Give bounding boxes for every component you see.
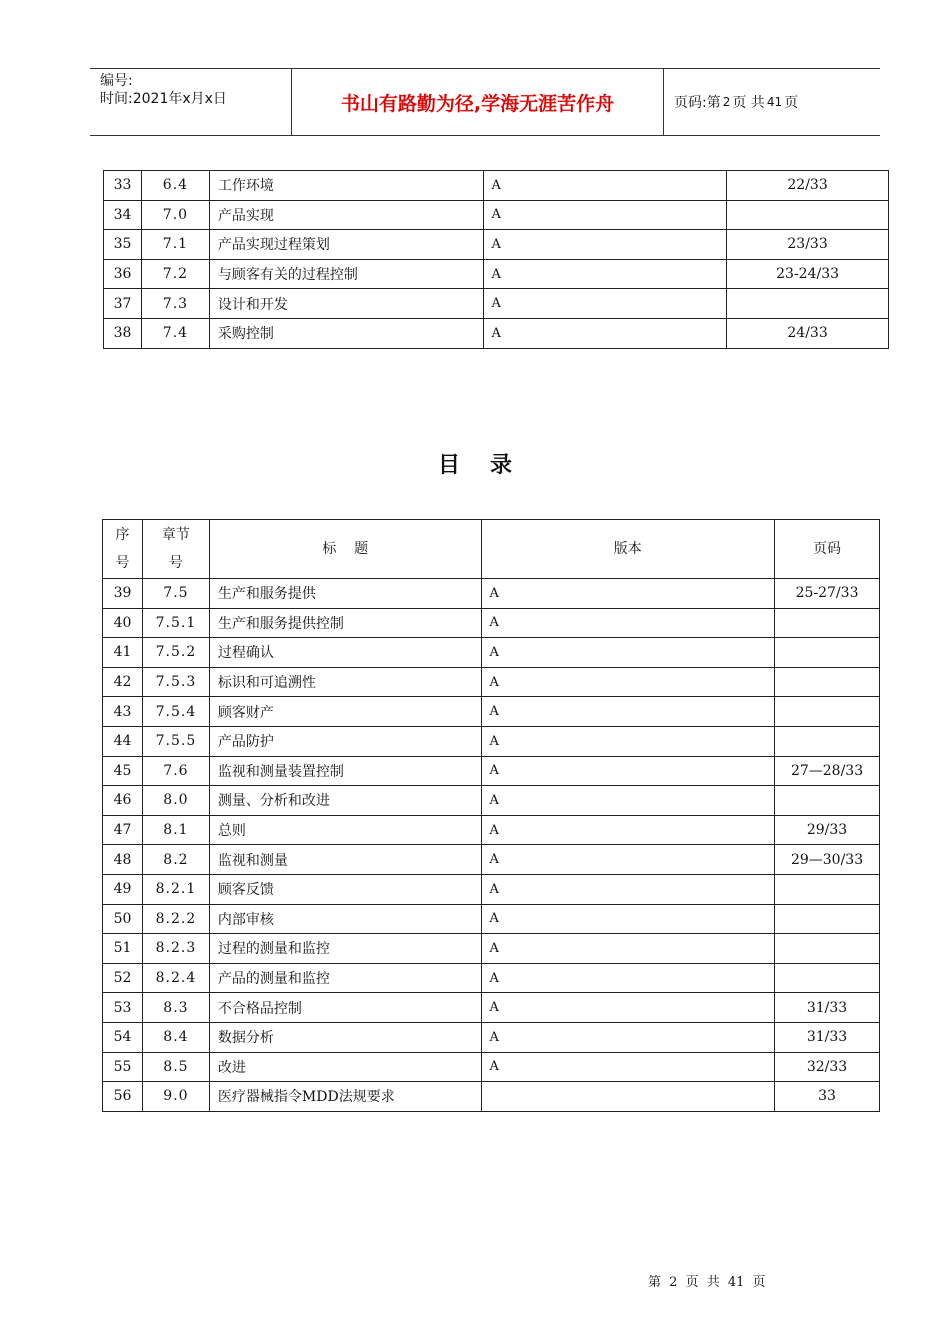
- cell-version: A: [483, 318, 727, 348]
- cell-section: 8.5: [142, 1052, 209, 1082]
- cell-section: 8.4: [142, 1022, 209, 1052]
- cell-seq: 47: [103, 815, 143, 845]
- table-row: [103, 579, 880, 609]
- toc-title: 目录: [437, 453, 542, 478]
- cell-page: [775, 963, 880, 993]
- cell-section: 7.5.1: [142, 608, 209, 638]
- cell-title: 设计和开发: [209, 289, 483, 319]
- cell-page: 29—30/33: [775, 845, 880, 875]
- code-label: 编号:: [100, 73, 133, 89]
- cell-title: 标识和可追溯性: [209, 667, 481, 697]
- cell-section: 7.5.2: [142, 638, 209, 668]
- table-row: [103, 786, 880, 816]
- header-seq-line2: 号: [115, 555, 130, 571]
- cell-section: 7.5.5: [142, 726, 209, 756]
- cell-title: 不合格品控制: [209, 993, 481, 1023]
- header-section-line1: 章节: [161, 527, 190, 543]
- toc-table-continued-body: [104, 171, 889, 349]
- table-row: [103, 726, 880, 756]
- cell-version: A: [483, 289, 727, 319]
- cell-seq: 44: [103, 726, 143, 756]
- table-row: [104, 200, 889, 230]
- cell-page: 32/33: [775, 1052, 880, 1082]
- cell-version: A: [483, 200, 727, 230]
- cell-seq: 45: [103, 756, 143, 786]
- cell-title: 产品的测量和监控: [209, 963, 481, 993]
- cell-version: A: [481, 815, 775, 845]
- cell-page: [775, 904, 880, 934]
- cell-version: A: [481, 697, 775, 727]
- cell-section: 7.0: [141, 200, 209, 230]
- cell-section: 8.2.4: [142, 963, 209, 993]
- cell-version: A: [481, 874, 775, 904]
- cell-title: 与顾客有关的过程控制: [209, 259, 483, 289]
- table-row: [103, 934, 880, 964]
- cell-page: [775, 786, 880, 816]
- cell-seq: 49: [103, 874, 143, 904]
- cell-title: 产品防护: [209, 726, 481, 756]
- cell-seq: 54: [103, 1022, 143, 1052]
- cell-title: 总则: [209, 815, 481, 845]
- cell-seq: 42: [103, 667, 143, 697]
- cell-title: 产品实现过程策划: [209, 230, 483, 260]
- header-page: 页码: [775, 520, 880, 579]
- table-row: [103, 1082, 880, 1112]
- cell-version: A: [481, 638, 775, 668]
- cell-version: A: [481, 1052, 775, 1082]
- cell-seq: 53: [103, 993, 143, 1023]
- cell-title: 改进: [209, 1052, 481, 1082]
- cell-title: 过程确认: [209, 638, 481, 668]
- cell-page: [727, 200, 889, 230]
- cell-page: 27—28/33: [775, 756, 880, 786]
- cell-seq: 41: [103, 638, 143, 668]
- table-row: [103, 963, 880, 993]
- cell-seq: 37: [104, 289, 142, 319]
- cell-section: 8.2.2: [142, 904, 209, 934]
- table-row: [103, 1022, 880, 1052]
- cell-seq: 34: [104, 200, 142, 230]
- cell-page: [775, 697, 880, 727]
- cell-section: 9.0: [142, 1082, 209, 1112]
- cell-seq: 36: [104, 259, 142, 289]
- header-page-prefix: 页码:第: [674, 95, 721, 111]
- table-row: [103, 993, 880, 1023]
- cell-seq: 56: [103, 1082, 143, 1112]
- document-header: [90, 68, 880, 136]
- cell-section: 8.2.3: [142, 934, 209, 964]
- cell-page: 29/33: [775, 815, 880, 845]
- header-seq-line1: 序: [115, 527, 130, 543]
- header-section: [142, 520, 209, 579]
- header-page-suffix: 页: [784, 95, 799, 111]
- header-page-mid: 页 共: [732, 95, 765, 111]
- cell-version: A: [481, 608, 775, 638]
- cell-seq: 43: [103, 697, 143, 727]
- cell-title: 采购控制: [209, 318, 483, 348]
- cell-title: 生产和服务提供: [209, 579, 481, 609]
- cell-section: 8.0: [142, 786, 209, 816]
- cell-section: 7.3: [141, 289, 209, 319]
- table-row: [103, 697, 880, 727]
- cell-version: A: [481, 786, 775, 816]
- table-row: [104, 289, 889, 319]
- cell-page: [775, 667, 880, 697]
- table-row: [103, 667, 880, 697]
- cell-title: 医疗器械指令MDD法规要求: [209, 1082, 481, 1112]
- cell-section: 7.5.4: [142, 697, 209, 727]
- cell-page: [775, 638, 880, 668]
- header-section-line2: 号: [168, 555, 183, 571]
- cell-seq: 38: [104, 318, 142, 348]
- cell-section: 8.2: [142, 845, 209, 875]
- footer-prefix: 第: [648, 1275, 662, 1290]
- toc-table-continued: [103, 170, 889, 349]
- cell-page: [775, 726, 880, 756]
- cell-version: A: [483, 171, 727, 201]
- table-row: [103, 1052, 880, 1082]
- toc-table-body: [103, 579, 880, 1112]
- cell-version: A: [481, 667, 775, 697]
- footer-mid: 页 共: [685, 1275, 720, 1290]
- cell-page: 23/33: [727, 230, 889, 260]
- cell-section: 7.4: [141, 318, 209, 348]
- cell-section: 7.1: [141, 230, 209, 260]
- header-title: 标 题: [209, 520, 481, 579]
- cell-section: 7.5: [142, 579, 209, 609]
- table-row: [104, 318, 889, 348]
- table-row: [103, 845, 880, 875]
- header-version: 版本: [481, 520, 775, 579]
- cell-seq: 50: [103, 904, 143, 934]
- cell-title: 顾客反馈: [209, 874, 481, 904]
- cell-version: A: [481, 1022, 775, 1052]
- cell-version: A: [481, 579, 775, 609]
- footer-total: 41: [727, 1275, 745, 1290]
- cell-version: A: [481, 756, 775, 786]
- cell-version: A: [483, 230, 727, 260]
- cell-seq: 52: [103, 963, 143, 993]
- cell-title: 工作环境: [209, 171, 483, 201]
- cell-title: 监视和测量装置控制: [209, 756, 481, 786]
- table-row: [103, 608, 880, 638]
- cell-title: 数据分析: [209, 1022, 481, 1052]
- table-row: [104, 259, 889, 289]
- cell-page: 24/33: [727, 318, 889, 348]
- table-row: [103, 904, 880, 934]
- cell-section: 7.2: [141, 259, 209, 289]
- cell-section: 7.5.3: [142, 667, 209, 697]
- header-page-total: 41: [766, 95, 783, 109]
- cell-section: 8.3: [142, 993, 209, 1023]
- cell-version: A: [483, 259, 727, 289]
- cell-seq: 35: [104, 230, 142, 260]
- cell-page: [775, 934, 880, 964]
- cell-seq: 55: [103, 1052, 143, 1082]
- cell-title: 生产和服务提供控制: [209, 608, 481, 638]
- header-seq: [103, 520, 143, 579]
- cell-page: [727, 289, 889, 319]
- cell-section: 6.4: [141, 171, 209, 201]
- footer-suffix: 页: [752, 1275, 766, 1290]
- cell-page: 31/33: [775, 1022, 880, 1052]
- cell-seq: 39: [103, 579, 143, 609]
- cell-title: 监视和测量: [209, 845, 481, 875]
- cell-title: 内部审核: [209, 904, 481, 934]
- table-row: [103, 874, 880, 904]
- time-label: 时间:2021年x月x日: [100, 91, 227, 107]
- cell-page: 31/33: [775, 993, 880, 1023]
- cell-version: A: [481, 993, 775, 1023]
- toc-header-row: [103, 520, 880, 579]
- cell-page: 23-24/33: [727, 259, 889, 289]
- cell-seq: 40: [103, 608, 143, 638]
- cell-seq: 48: [103, 845, 143, 875]
- header-motto: 书山有路勤为径,学海无涯苦作舟: [292, 69, 664, 135]
- cell-seq: 46: [103, 786, 143, 816]
- cell-title: 产品实现: [209, 200, 483, 230]
- header-page-info: [664, 69, 880, 135]
- cell-page: 33: [775, 1082, 880, 1112]
- cell-seq: 33: [104, 171, 142, 201]
- cell-page: [775, 608, 880, 638]
- cell-section: 8.2.1: [142, 874, 209, 904]
- cell-title: 测量、分析和改进: [209, 786, 481, 816]
- cell-page: 22/33: [727, 171, 889, 201]
- cell-section: 7.6: [142, 756, 209, 786]
- table-row: [103, 756, 880, 786]
- table-row: [104, 171, 889, 201]
- footer-page-num: 2: [669, 1275, 678, 1290]
- cell-page: 25-27/33: [775, 579, 880, 609]
- table-row: [103, 638, 880, 668]
- table-row: [104, 230, 889, 260]
- cell-version: A: [481, 963, 775, 993]
- cell-title: 过程的测量和监控: [209, 934, 481, 964]
- cell-title: 顾客财产: [209, 697, 481, 727]
- table-row: [103, 815, 880, 845]
- toc-table: [102, 519, 880, 1112]
- cell-version: A: [481, 904, 775, 934]
- cell-seq: 51: [103, 934, 143, 964]
- header-meta: [90, 69, 292, 135]
- header-page-num: 2: [722, 95, 731, 109]
- cell-version: A: [481, 845, 775, 875]
- cell-page: [775, 874, 880, 904]
- page-footer: [648, 1271, 766, 1290]
- cell-version: [481, 1082, 775, 1112]
- cell-version: A: [481, 934, 775, 964]
- cell-section: 8.1: [142, 815, 209, 845]
- cell-version: A: [481, 726, 775, 756]
